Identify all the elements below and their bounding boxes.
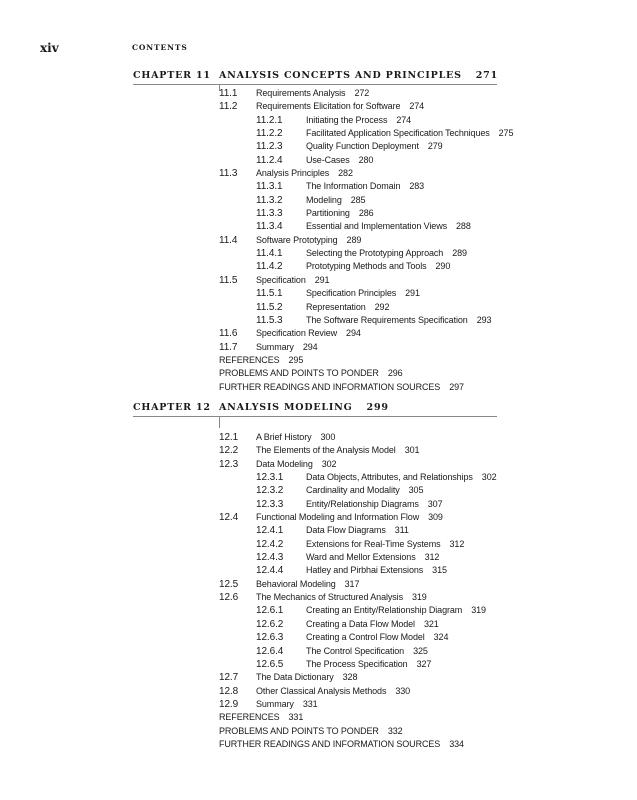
section-number: 11.3.3 [256,208,283,220]
chapter-label: CHAPTER 12 [133,402,211,413]
page-number: xiv [40,41,59,55]
entry-title: Requirements Analysis [256,88,346,98]
entry-title-group [306,301,389,314]
entry-title: Hatley and Pirbhai Extensions [306,565,424,576]
entry-page-number: 302 [321,458,337,469]
chapter-heading [133,70,497,85]
section-number: 12.4.1 [256,525,284,537]
entry-title: Facilitated Application Specification Techniques [306,128,490,139]
entry-title-group [306,471,497,484]
entry-title: Summary [256,698,294,709]
section-number: 11.5.2 [256,301,283,313]
chapter-page-number: 271 [475,70,498,81]
entry-page-number: 286 [358,208,374,219]
section-number: 12.6.2 [256,618,284,630]
entry-title: Creating a Control Flow Model [306,632,425,643]
section-number: 11.7 [219,341,238,353]
entry-title-group [306,524,409,537]
section-number: 11.2.2 [256,128,283,140]
entry-title: Essential and Implementation Views [306,221,448,232]
section-number: 12.6.5 [256,658,284,670]
entry-page-number: 331 [302,698,318,709]
entry-title-group [306,538,464,551]
entry-title-group [219,354,303,367]
chapter-title-text: ANALYSIS MODELING [219,402,353,413]
entry-title: Representation [306,301,366,312]
entry-title: Software Prototyping [256,234,338,245]
chapter-title-text: ANALYSIS CONCEPTS AND PRINCIPLES [219,70,462,81]
entry-page-number: 319 [471,605,486,616]
entry-title: Functional Modeling and Information Flow [256,512,420,523]
entry-title: Other Classical Analysis Methods [256,685,387,696]
entry-page-number: 279 [427,141,443,152]
entry-title-group [219,725,403,738]
entry-page-number: 312 [449,538,465,549]
entry-title-group [256,671,357,684]
entry-page-number: 319 [411,592,427,603]
section-number: 11.4.1 [256,248,283,260]
entry-title: PROBLEMS AND POINTS TO PONDER [219,368,379,379]
section-number: 12.7 [219,672,239,684]
entry-page-number: 334 [449,738,464,749]
entry-title: Quality Function Deployment [306,141,419,152]
entry-title-group [219,367,403,380]
entry-title-group [306,127,513,140]
section-number: 12.8 [219,685,239,697]
section-number: 12.4 [219,512,239,524]
entry-page-number: 302 [481,472,497,483]
entry-title: The Information Domain [306,181,401,192]
section-number: 11.3 [219,168,238,180]
entry-title-group [256,578,359,591]
chapter-11-section [133,70,514,392]
entry-page-number: 288 [456,221,471,232]
entry-page-number: 311 [394,525,409,536]
section-number: 11.2.3 [256,141,283,153]
entry-title-group [256,167,353,180]
entry-page-number: 274 [409,101,425,112]
entry-title-group [306,618,439,631]
entry-title: Selecting the Prototyping Approach [306,248,444,259]
chapter-page-number: 299 [366,402,389,413]
entry-page-number: 309 [428,512,443,523]
section-number: 12.3.3 [256,498,284,510]
entry-title-group [306,604,486,617]
entry-title: Data Flow Diagrams [306,525,386,536]
section-number: 12.3.1 [256,472,284,484]
entry-title-group [306,551,439,564]
entry-title-group [256,591,427,604]
entry-page-number: 300 [320,432,336,442]
entry-title: Partitioning [306,208,350,219]
entry-page-number: 325 [413,645,428,656]
entry-title-group [256,87,369,100]
entry-page-number: 297 [449,381,464,392]
section-number: 11.5 [219,274,238,286]
entry-page-number: 317 [344,578,360,589]
entry-title: Cardinality and Modality [306,485,400,496]
section-number: 11.1 [219,88,238,99]
chapter-12-section [133,402,497,749]
entry-page-number: 331 [288,712,304,723]
entry-title: Analysis Principles [256,168,330,179]
section-number: 12.2 [219,445,239,457]
entry-page-number: 290 [435,261,451,272]
section-number: 12.9 [219,698,239,710]
entry-title-group [256,431,335,444]
entry-title-group [219,711,303,724]
section-number: 11.2.4 [256,154,283,166]
section-number: 11.3.2 [256,194,283,206]
section-number: 11.6 [219,328,238,340]
entry-title: REFERENCES [219,354,280,365]
section-number: 11.5.3 [256,314,283,326]
entry-title: Specification Review [256,328,338,339]
entry-page-number: 307 [427,498,443,509]
entry-title: The Software Requirements Specification [306,314,468,325]
entry-title: REFERENCES [219,712,280,723]
entry-title: The Process Specification [306,658,408,669]
entry-page-number: 305 [408,485,424,496]
entry-page-number: 312 [424,552,440,563]
entry-page-number: 282 [338,168,353,179]
entry-title-group [256,274,329,287]
entry-page-number: 295 [288,354,304,365]
section-number: 12.4.3 [256,552,284,564]
entry-title: Data Modeling [256,458,313,469]
section-number: 11.3.1 [256,181,283,193]
section-number: 12.4.4 [256,565,284,577]
chapter-divider-line [219,416,220,428]
entry-title: Requirements Elicitation for Software [256,101,401,112]
section-number: 11.2.1 [256,114,283,126]
entry-title: Behavioral Modeling [256,578,336,589]
entry-title: The Mechanics of Structured Analysis [256,592,403,603]
entry-title-group [256,341,318,354]
entry-page-number: 293 [476,314,492,325]
entry-title: A Brief History [256,432,312,442]
entry-page-number: 292 [374,301,390,312]
section-number: 11.4 [219,234,238,246]
entry-title-group [306,194,365,207]
entry-title: The Elements of the Analysis Model [256,445,396,456]
section-number: 11.3.4 [256,221,283,233]
entry-title: Prototyping Methods and Tools [306,261,427,272]
section-number: 11.2 [219,101,238,113]
section-number: 12.5 [219,578,239,590]
entry-page-number: 330 [395,685,411,696]
section-number: 12.6.3 [256,632,284,644]
entry-page-number: 294 [302,341,318,352]
entry-title-group [256,444,419,457]
entry-title: Data Objects, Attributes, and Relationships [306,472,473,483]
entry-page-number: 291 [405,288,420,299]
entry-title-group [306,314,491,327]
entry-title-group [256,327,361,340]
entry-page-number: 315 [432,565,447,576]
entry-title-group [306,631,448,644]
entry-title: PROBLEMS AND POINTS TO PONDER [219,725,379,736]
entry-page-number: 291 [314,274,330,285]
entry-title-group [306,180,424,193]
chapter-label: CHAPTER 11 [133,70,211,81]
entry-title: The Data Dictionary [256,672,334,683]
chapter-heading [133,402,497,417]
entry-page-number: 332 [387,725,403,736]
section-number: 12.6 [219,592,239,604]
entry-title: Creating a Data Flow Model [306,618,415,629]
entry-title-group [256,234,361,247]
entry-title-group [306,260,450,273]
section-number: 11.5.1 [256,288,283,300]
entry-title: Modeling [306,194,342,205]
running-head-label: CONTENTS [132,43,188,52]
chapter-title[interactable] [219,402,389,413]
section-number: 12.4.2 [256,538,284,550]
entry-page-number: 327 [416,658,432,669]
section-number: 12.3 [219,458,239,470]
entry-page-number: 283 [409,181,425,192]
entry-page-number: 285 [350,194,366,205]
entry-title-group [306,247,467,260]
entry-title-group [256,685,410,698]
entry-title: Entity/Relationship Diagrams [306,498,419,509]
entry-title-group [306,140,443,153]
entry-title: FURTHER READINGS AND INFORMATION SOURCES [219,381,441,392]
entry-title: FURTHER READINGS AND INFORMATION SOURCES [219,738,441,749]
entry-title: Use-Cases [306,154,350,165]
entry-title: Specification [256,274,306,285]
entry-title-group [306,287,420,300]
entry-title: Specification Principles [306,288,397,299]
entry-page-number: 280 [358,154,374,165]
section-number: 12.6.1 [256,605,284,617]
entry-page-number: 324 [433,632,449,643]
entry-title: The Control Specification [306,645,405,656]
entry-title-group [256,458,336,471]
entry-title-group [306,154,373,167]
entry-page-number: 289 [346,234,362,245]
entry-page-number: 296 [387,368,403,379]
entry-title-group [306,220,471,233]
entry-page-number: 328 [342,672,358,683]
entry-title-group [306,484,423,497]
entry-title-group [306,114,411,127]
section-number: 12.6.4 [256,645,284,657]
entry-page-number: 274 [396,114,412,125]
entry-title-group [306,658,431,671]
entry-page-number: 275 [498,128,514,139]
section-number: 11.4.2 [256,261,283,273]
entry-title-group [256,100,424,113]
section-number: 12.1 [219,432,239,443]
entry-page-number: 294 [346,328,361,339]
entry-title-group [256,511,443,524]
entry-page-number: 289 [452,248,467,259]
section-number: 12.3.2 [256,485,284,497]
entry-title: Creating an Entity/Relationship Diagram [306,605,463,616]
entry-title-group [256,698,318,711]
entry-title-group [306,207,374,220]
entry-title-group [306,498,442,511]
entry-title: Extensions for Real-Time Systems [306,538,441,549]
entry-title-group [306,564,447,577]
entry-title: Summary [256,341,294,352]
entry-title-group [219,381,464,394]
entry-title-group [219,738,464,751]
entry-page-number: 301 [404,445,420,456]
entry-page-number: 272 [354,88,370,98]
entry-title: Ward and Mellor Extensions [306,552,416,563]
entry-page-number: 321 [423,618,439,629]
entry-title: Initiating the Process [306,114,388,125]
entry-title-group [306,645,428,658]
chapter-title[interactable] [219,70,498,81]
